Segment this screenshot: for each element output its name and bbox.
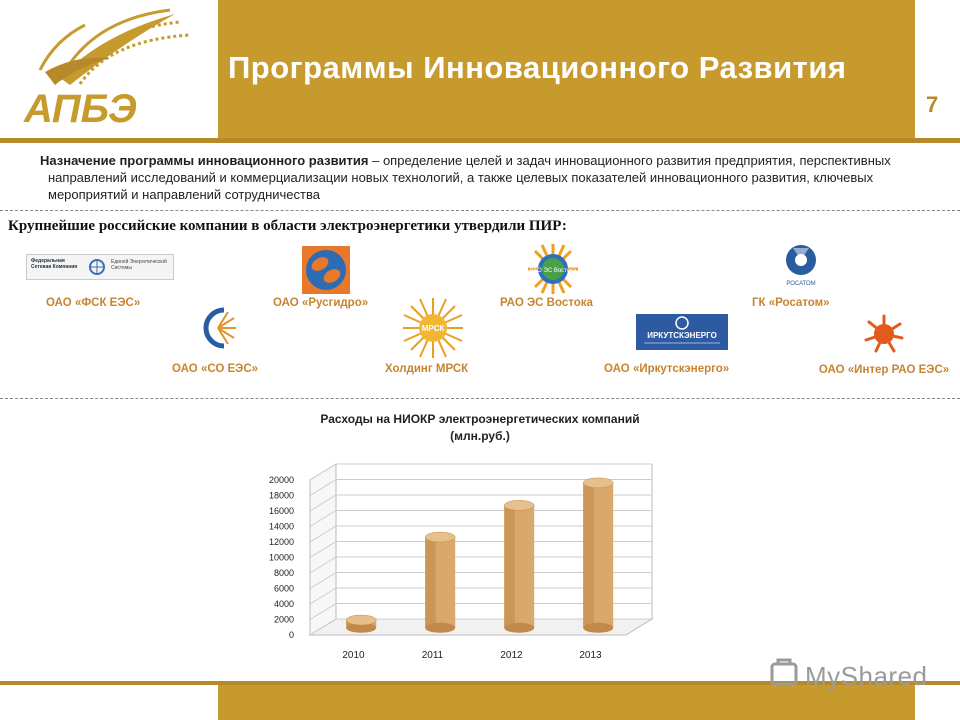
chart-x-axis (342, 650, 602, 661)
intro-bold: Назначение программы инновационного развития (40, 153, 369, 168)
bar-shade (504, 505, 515, 627)
x-tick-label: 2012 (500, 650, 523, 661)
label-rushydro: ОАО «Русгидро» (273, 297, 369, 309)
y-tick-label: 8000 (273, 568, 294, 578)
slide-number: 7 (926, 92, 939, 117)
bar-shade (583, 483, 594, 628)
bar-top (504, 500, 534, 510)
bar-top (583, 478, 613, 488)
rao-logo-text: РАО ЭС Востока (529, 268, 577, 274)
inter-rao-logo (864, 314, 904, 354)
label-irkutskenergo: ОАО «Иркутскэнерго» (604, 363, 730, 375)
chart-title-line1: Расходы на НИОКР электроэнергетических компаний (320, 412, 640, 426)
x-tick-label: 2013 (579, 650, 602, 661)
y-tick-label: 0 (288, 630, 294, 640)
bar-base (583, 623, 613, 633)
chart-title-line2: (млн.руб.) (450, 429, 510, 443)
mrsk-logo-text: МРСК (421, 324, 445, 333)
label-rosatom: ГК «Росатом» (752, 297, 830, 309)
so-ees-logo (194, 304, 240, 352)
mrsk-logo (402, 297, 464, 359)
bar-2011 (425, 532, 455, 633)
bar-top (425, 532, 455, 542)
chart-y-axis (269, 475, 294, 640)
intro-rest: – определение целей и задач инновационного развития предприятия, перспективных направлений исследований и коммерциализации новых технологий, а также целевых показателей инновационного развития, ключевых мероприятий и направлений сотрудничества (48, 153, 891, 202)
header-rule (0, 138, 960, 143)
divider-top (0, 210, 960, 211)
y-tick-label: 12000 (268, 537, 294, 547)
irkutsk-logo-text: ИРКУТСКЭНЕРГО (647, 331, 717, 340)
apbe-logo (0, 0, 218, 138)
bar-base (504, 623, 534, 633)
myshared-watermark: MyShared (805, 661, 928, 691)
fsk-logo (26, 254, 174, 280)
label-mrsk: Холдинг МРСК (385, 363, 469, 375)
bar-shade (425, 537, 436, 628)
fsk-emblem-icon (87, 257, 107, 277)
label-fsk: ОАО «ФСК ЕЭС» (46, 297, 141, 309)
bar-2013 (583, 478, 613, 633)
chart-title (280, 411, 680, 445)
x-tick-label: 2011 (421, 650, 444, 661)
y-tick-label: 20000 (268, 475, 294, 485)
page-title: Программы Инновационного Развития (228, 50, 847, 85)
irkutskenergo-logo (636, 314, 728, 350)
companies-heading: Крупнейшие российские компании в области электроэнергетики утвердили ПИР: (8, 218, 567, 234)
bar-top (346, 615, 376, 625)
irkutskenergo-emblem (636, 314, 728, 350)
rosatom-logo (781, 244, 821, 288)
fsk-ees-text: Единой Энергетической Системы (111, 259, 167, 271)
y-tick-label: 10000 (268, 552, 294, 563)
y-tick-label: 6000 (273, 583, 294, 594)
label-inter-rao: ОАО «Интер РАО ЕЭС» (818, 364, 950, 376)
rushydro-logo (302, 246, 350, 294)
myshared-icon (768, 656, 802, 690)
label-rao-es-vostoka: РАО ЭС Востока (500, 297, 593, 309)
logo-area (0, 0, 218, 138)
y-tick-label: 4000 (273, 599, 294, 609)
fsk-logo-text: Федеральная Сетевая Компания (31, 258, 78, 270)
svg-text:АПБЭ: АПБЭ (24, 87, 137, 131)
rd-expenses-chart (256, 455, 676, 675)
rosatom-logo-text: РОСАТОМ (786, 281, 816, 287)
y-tick-label: 2000 (273, 614, 294, 625)
rao-es-vostoka-logo (526, 242, 580, 296)
bar-base (425, 623, 455, 633)
label-so-ees: ОАО «СО ЕЭС» (172, 363, 259, 375)
x-tick-label: 2010 (342, 650, 365, 661)
y-tick-label: 16000 (268, 506, 294, 516)
divider-bottom (0, 398, 960, 399)
intro-paragraph (40, 152, 928, 203)
bar-2010 (346, 615, 376, 633)
y-tick-label: 14000 (268, 521, 294, 532)
bar-2012 (504, 500, 534, 632)
y-tick-label: 18000 (268, 490, 294, 501)
